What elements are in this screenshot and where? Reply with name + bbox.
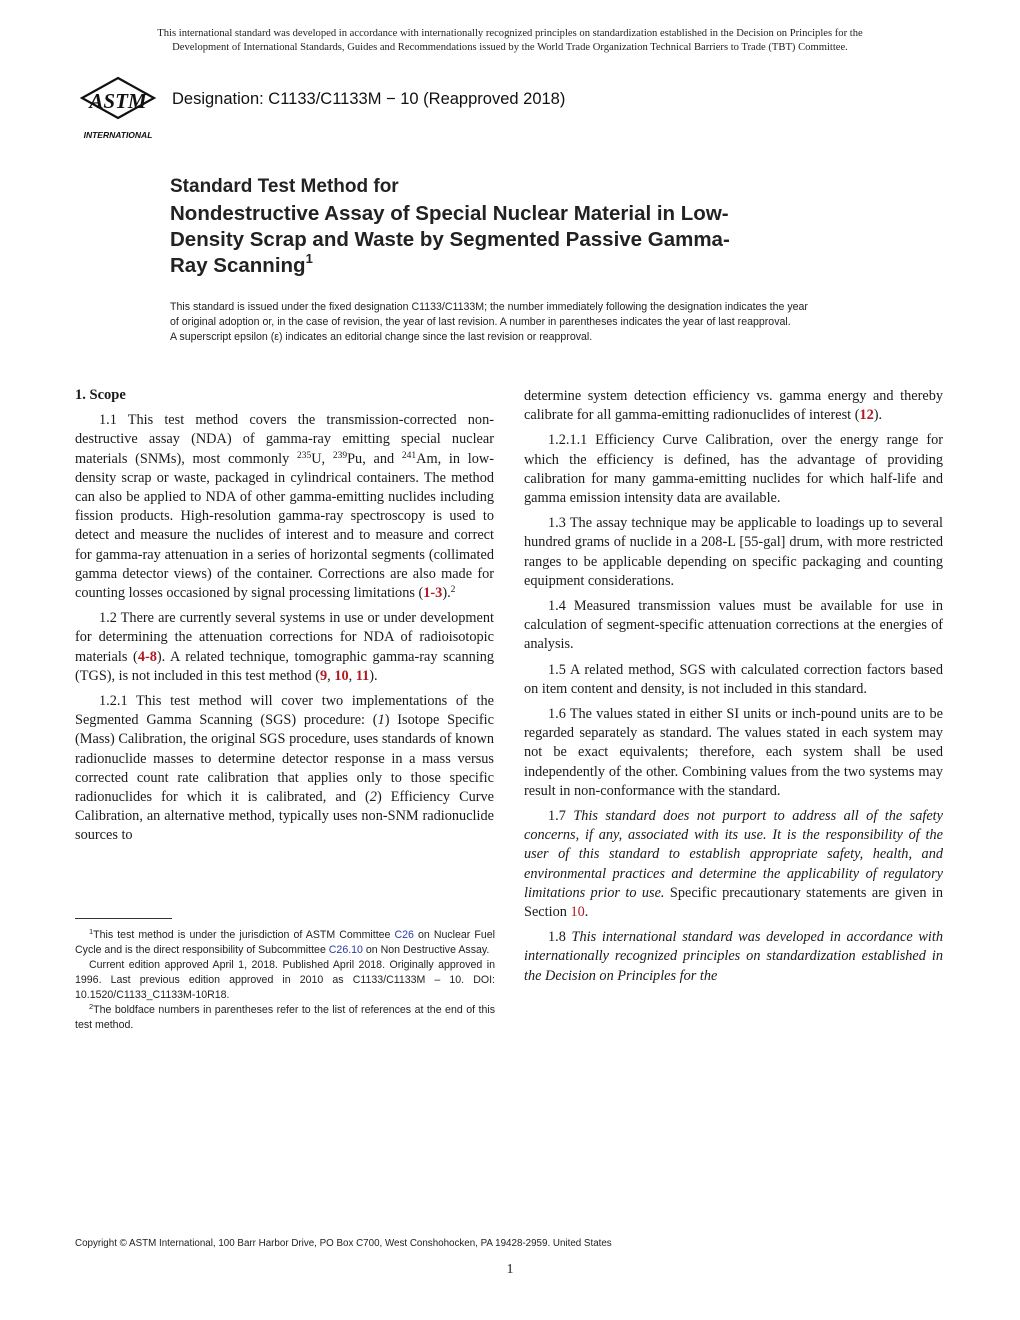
subcommittee-c26-10-link[interactable]: C26.10 — [328, 944, 363, 956]
issuance-statement — [170, 300, 860, 345]
paragraph-1-4: 1.4 Measured transmission values must be available for use in calculation of segment-specific attenuation corrections at the energies of analysis. — [524, 598, 943, 653]
paragraph-1-2 — [75, 609, 494, 686]
p1-2-1-num-2: 2 — [369, 789, 377, 806]
footnotes — [75, 928, 495, 1033]
footnote-2 — [75, 1003, 495, 1033]
p1-1-text-c: ). — [442, 585, 451, 602]
reference-link-12[interactable]: 12 — [859, 407, 874, 424]
paragraph-1-2-1-1: 1.2.1.1 Efficiency Curve Calibration, over the energy range for which the efficiency is defined, has the advantage of providing calibration for many gamma-emitting nuclides for which half-life and gamma emission intensity data are available. — [524, 432, 943, 507]
issued-line-2: of original adoption or, in the case of revision, the year of last revision. A number in parentheses indicates the year of last reapproval. — [170, 316, 791, 328]
title-main-line-3 — [170, 253, 850, 279]
footnote-1 — [75, 928, 495, 958]
p1-2-comma-1: , — [327, 667, 335, 684]
reference-link-11[interactable]: 11 — [355, 667, 370, 684]
p-cont-text-a: determine system detection efficiency vs. gamma energy and thereby calibrate for all gamma-emitting radionuclides of interest ( — [524, 388, 943, 424]
astm-logo — [74, 72, 164, 144]
footnote-2-text: The boldface numbers in parentheses refer to the list of references at the end of this test method. — [75, 1004, 495, 1031]
committee-c26-link[interactable]: C26 — [394, 929, 414, 941]
reference-link-4-8[interactable]: 4-8 — [137, 648, 157, 665]
p1-7-end: . — [584, 904, 589, 921]
footnote-1-text-a: This test method is under the jurisdiction of ASTM Committee — [93, 929, 395, 941]
document-title — [170, 175, 850, 279]
copyright-footer: Copyright © ASTM International, 100 Barr Harbor Drive, PO Box C700, West Conshohocken, PA 19428-2959. United States — [75, 1238, 612, 1249]
p1-1-text-a: 1.1 This test method covers the transmission-corrected non-destructive assay (NDA) of gamma-ray emitting special nuclear materials (SNMs), most commonly — [75, 412, 494, 467]
footnote-divider — [75, 918, 172, 919]
p1-7-text: Specific precautionary statements are given in Section — [524, 884, 943, 921]
logo-word: INTERNATIONAL — [83, 130, 153, 140]
reference-link-10[interactable]: 10 — [334, 667, 349, 684]
paragraph-1-2-1 — [75, 692, 494, 846]
title-main-line-1: Nondestructive Assay of Special Nuclear Material in Low- — [170, 202, 729, 225]
title-main — [170, 201, 850, 279]
notice-line-2: Development of International Standards, Guides and Recommendations issued by the World Trade Organization Technical Barriers to Trade (TBT) Committee. — [172, 41, 848, 53]
p1-2-comma-2: , — [348, 667, 356, 684]
designation: Designation: C1133/C1133M − 10 (Reapproved 2018) — [172, 90, 566, 108]
p1-2-1-text-a: 1.2.1 This test method will cover two implementations of the Segmented Gamma Scanning (SGS) procedure: ( — [75, 693, 494, 729]
logo-letters: ASTM — [89, 89, 147, 113]
paragraph-1-7 — [524, 807, 943, 922]
p1-2-text-a: 1.2 There are currently several systems in use or under development for determining the attenuation corrections for NDA of radioisotopic materials ( — [75, 610, 494, 665]
p-cont-text-b: ). — [873, 407, 883, 424]
paragraph-1-1 — [75, 411, 494, 603]
sup-239: 239 — [332, 450, 348, 461]
p1-7-italic: This standard does not purport to address all of the safety concerns, if any, associated with its use. It is the responsibility of the user of this standard to establish appropriate safety, health, and environmental practices and determine the applicability of regulatory limitations prior to use. — [524, 808, 943, 901]
p1-2-text-c: ). — [369, 667, 378, 684]
p1-8-italic: This international standard was developed in accordance with internationally recognized principles on standardization established in the Decision on Principles for the — [524, 929, 943, 984]
paragraph-1-3: 1.3 The assay technique may be applicable to loadings up to several hundred grams of nuclide in a 208-L [55-gal] drum, with more restricted ranges to be applicable depending on specific packaging and counting equipment considerations. — [524, 515, 943, 589]
issued-line-1: This standard is issued under the fixed designation C1133/C1133M; the number immediately following the designation indicates the year — [170, 301, 808, 313]
p1-2-1-text-b: ) Isotope Specific (Mass) Calibration, the original SGS procedure, uses standards of known radionuclide masses to determine detector response in a mass versus corrected count rate calibration that applies only to those specific radionuclides for which it is calibrated, and ( — [75, 712, 495, 806]
section-10-link[interactable]: 10 — [570, 904, 585, 921]
title-footnote-mark[interactable]: 1 — [305, 251, 313, 266]
p1-1-u: U, — [311, 450, 333, 467]
p1-1-pu: Pu, and — [347, 450, 402, 467]
footnote-1-text-b: on Nuclear Fuel Cycle and is the direct responsibility of Subcommittee — [75, 929, 495, 956]
paragraph-1-5: 1.5 A related method, SGS with calculated correction factors based on item content and density, is not included in this standard. — [524, 661, 943, 697]
reference-link-9[interactable]: 9 — [320, 667, 328, 684]
sup-241: 241 — [401, 450, 417, 461]
footnote-2-mark: 2 — [89, 1002, 94, 1011]
footnote-1-text-c: on Non Destructive Assay. — [362, 944, 490, 956]
footnote-mark-2[interactable]: 2 — [450, 585, 456, 596]
section-heading-scope: 1. Scope — [75, 387, 126, 403]
p1-2-1-text-c: ) Efficiency Curve Calibration, an alternative method, typically uses non-SNM radionuclide sources to — [75, 789, 495, 844]
paragraph-1-8 — [524, 928, 943, 986]
right-column — [524, 387, 943, 992]
p1-7-num: 1.7 — [548, 808, 574, 825]
p1-2-1-num-1: 1 — [377, 712, 385, 729]
p1-2-text-b: ). A related technique, tomographic gamma-ray scanning (TGS), is not included in this test method ( — [75, 648, 495, 684]
notice-line-1: This international standard was developed in accordance with internationally recognized principles on standardization established in the Decision on Principles for the — [157, 28, 863, 39]
sup-235: 235 — [296, 450, 312, 461]
paragraph-1-6: 1.6 The values stated in either SI units or inch-pound units are to be regarded separately as standard. The values stated in each system may not be exact equivalents; therefore, each system shall be used independently of the other. Combining values from the two systems may result in non-conformance with the standard. — [524, 706, 943, 799]
p1-1-text-b: Am, in low-density scrap or waste, packaged in cylindrical containers. The method can also be applied to NDA of other gamma-emitting nuclides including fission products. High-resolution gamma-ray spectroscopy is used to detect and measure the nuclides of interest and to measure and correct for gamma-ray attenuation in a series of horizontal segments (collimated gamma detector views) of the container. Corrections are also made for counting losses occasioned by signal processing limitations ( — [75, 450, 494, 602]
title-line-1: Standard Test Method for — [170, 176, 399, 197]
footnote-1-edition: Current edition approved April 1, 2018. Published April 2018. Originally approved in 1996. Last previous edition approved in 2010 as C1133/C1133M – 10. DOI: 10.1520/C1133_C1133M-10R18. — [75, 959, 495, 1001]
p1-8-num: 1.8 — [548, 929, 572, 946]
wto-notice — [70, 27, 950, 54]
page-number: 1 — [506, 1262, 514, 1277]
title-main-line-2: Density Scrap and Waste by Segmented Passive Gamma- — [170, 228, 730, 251]
footnote-1-mark: 1 — [89, 927, 94, 936]
reference-link-1-3[interactable]: 1-3 — [423, 585, 443, 602]
paragraph-1-2-1-cont — [524, 387, 943, 425]
issued-line-3: A superscript epsilon (ε) indicates an editorial change since the last revision or reapproval. — [170, 331, 593, 343]
left-column — [75, 386, 494, 852]
title-main-line-3-text: Ray Scanning — [170, 254, 306, 277]
